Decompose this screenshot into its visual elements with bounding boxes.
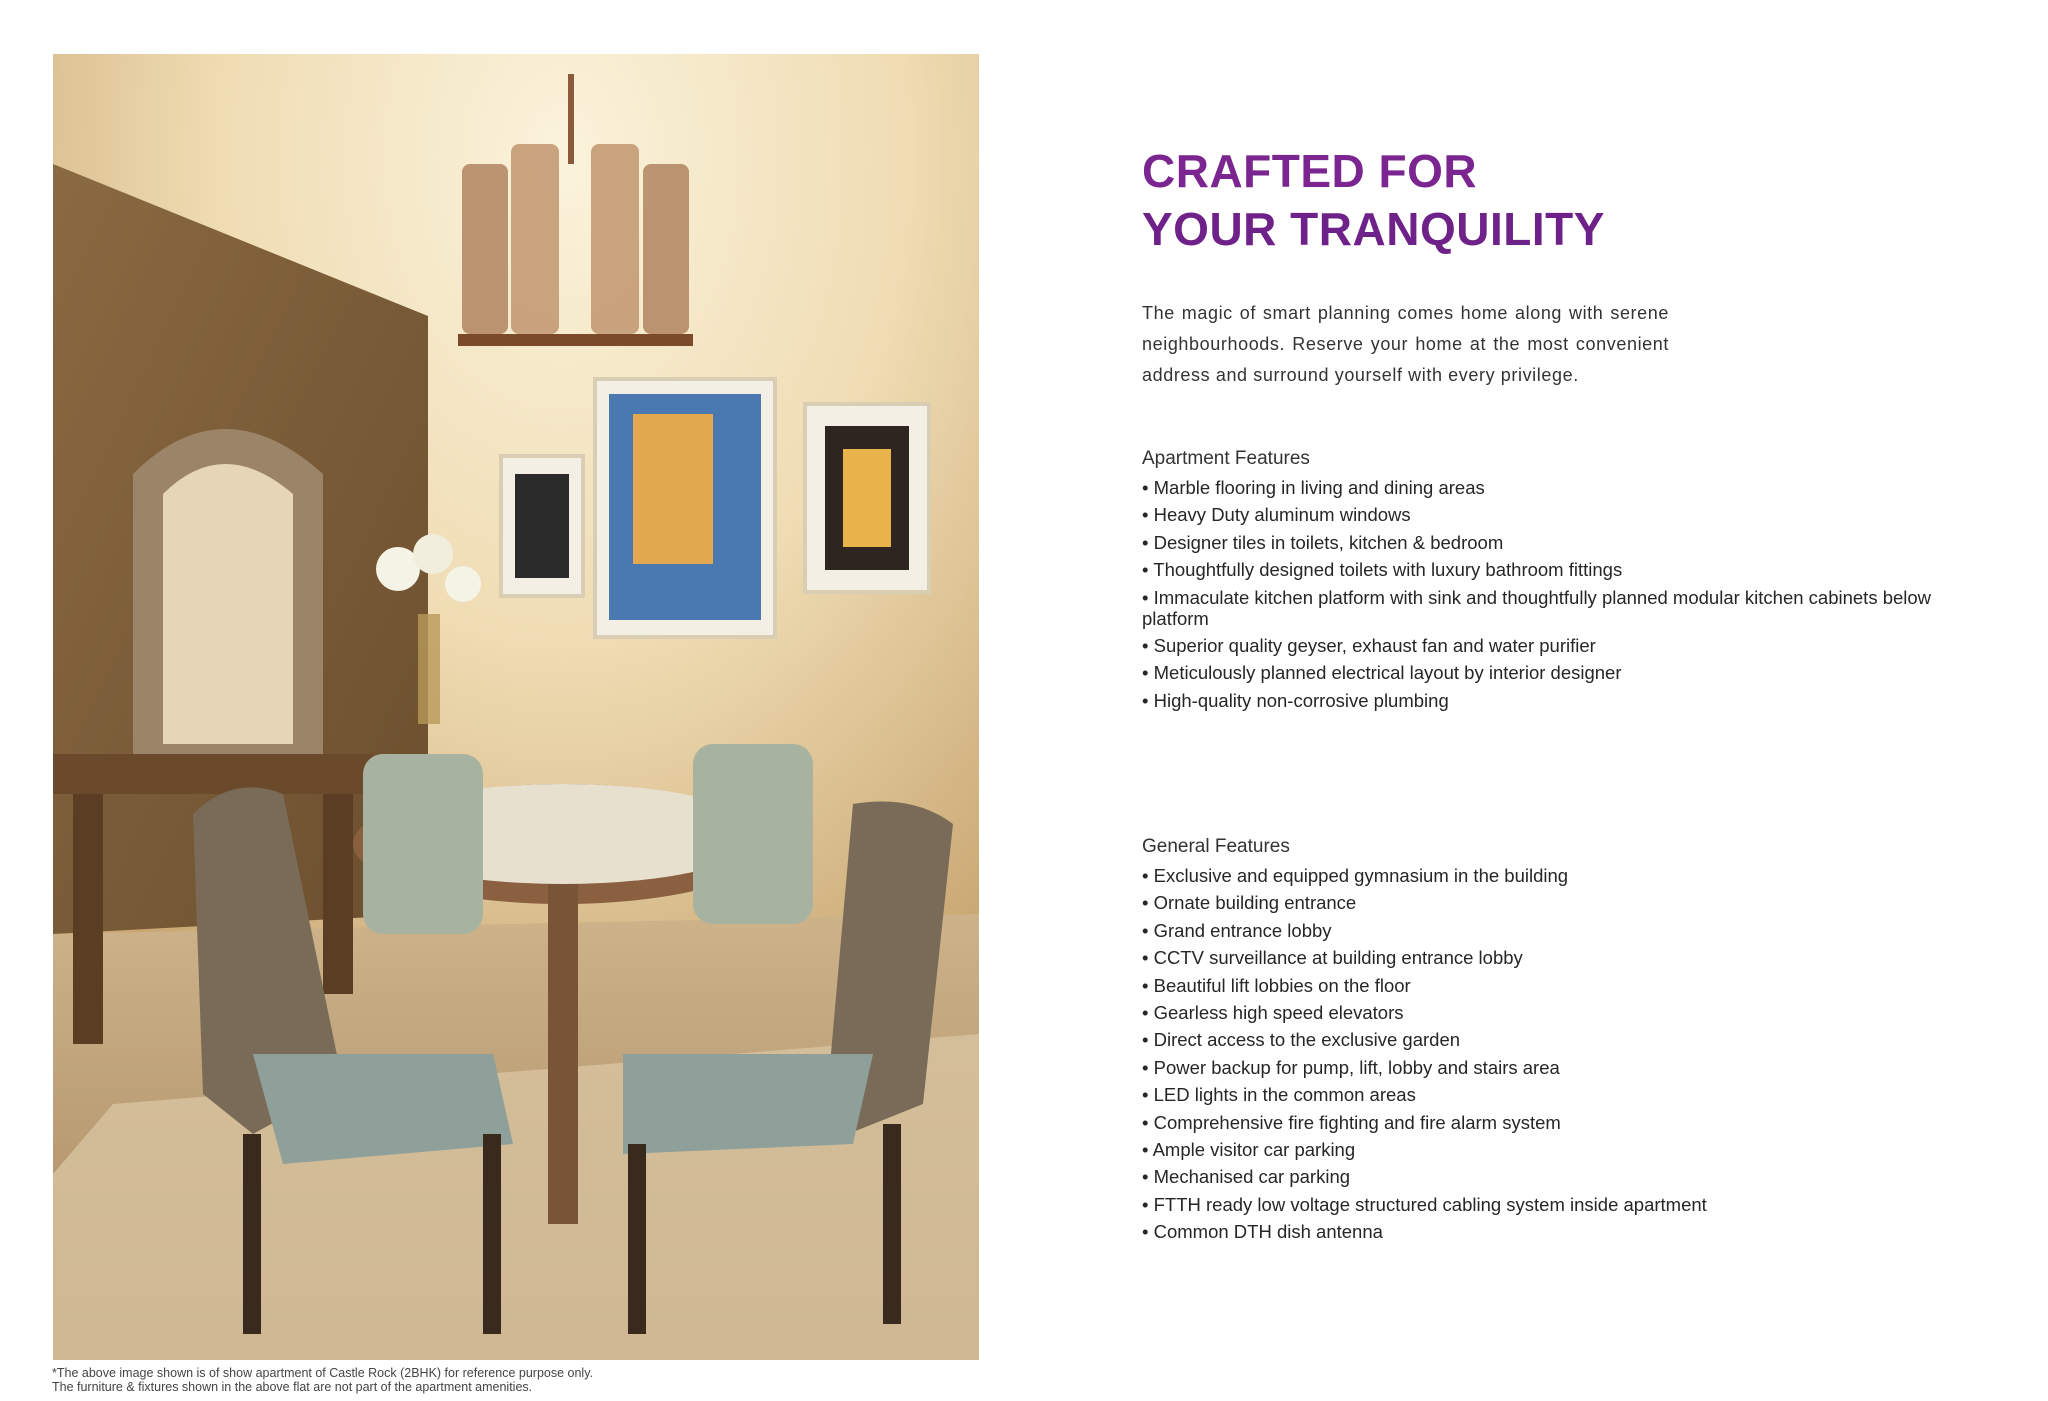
list-item: • Meticulously planned electrical layout by interior designer <box>1142 662 1622 684</box>
list-item: • CCTV surveillance at building entrance lobby <box>1142 947 1523 969</box>
list-item: • Beautiful lift lobbies on the floor <box>1142 974 1411 996</box>
heading-line-1: CRAFTED FOR <box>1142 145 1478 197</box>
list-item: • Thoughtfully designed toilets with luxury bathroom fittings <box>1142 559 1623 581</box>
general-features-section <box>1142 834 1942 1248</box>
general-features-title: General Features <box>1142 836 1290 857</box>
photo-disclaimer <box>52 1366 952 1394</box>
list-item: • High-quality non-corrosive plumbing <box>1142 689 1449 711</box>
list-item: • Power backup for pump, lift, lobby and stairs area <box>1142 1056 1560 1078</box>
list-item: • FTTH ready low voltage structured cabling system inside apartment <box>1142 1193 1707 1215</box>
dining-room-photo <box>53 54 979 1360</box>
apartment-features-title: Apartment Features <box>1142 448 1310 469</box>
list-item: • LED lights in the common areas <box>1142 1084 1416 1106</box>
page-heading <box>1142 142 1842 258</box>
list-item: • Gearless high speed elevators <box>1142 1001 1404 1023</box>
list-item: • Superior quality geyser, exhaust fan and water purifier <box>1142 634 1596 656</box>
apartment-features-list <box>1142 477 1942 711</box>
list-item: • Exclusive and equipped gymnasium in the building <box>1142 865 1569 886</box>
list-item: • Designer tiles in toilets, kitchen & bedroom <box>1142 531 1504 553</box>
list-item: • Grand entrance lobby <box>1142 919 1332 941</box>
list-item: • Ample visitor car parking <box>1142 1138 1356 1160</box>
list-item: • Marble flooring in living and dining areas <box>1142 477 1485 498</box>
list-item: • Immaculate kitchen platform with sink and thoughtfully planned modular kitchen cabinets below platform <box>1142 586 1932 629</box>
disclaimer-line-1: *The above image shown is of show apartment of Castle Rock (2BHK) for reference purpose only. <box>52 1366 594 1380</box>
list-item: • Mechanised car parking <box>1142 1166 1351 1188</box>
list-item: • Ornate building entrance <box>1142 892 1357 914</box>
list-item: • Heavy Duty aluminum windows <box>1142 504 1411 526</box>
list-item: • Comprehensive fire fighting and fire alarm system <box>1142 1111 1561 1133</box>
disclaimer-line-2: The furniture & fixtures shown in the above flat are not part of the apartment amenities. <box>52 1380 533 1394</box>
list-item: • Direct access to the exclusive garden <box>1142 1029 1461 1051</box>
intro-paragraph: The magic of smart planning comes home along with serene neighbourhoods. Reserve your home at the most convenient address and surround yourself with every privilege. <box>1142 303 1669 385</box>
heading-line-2: YOUR TRANQUILITY <box>1142 203 1605 255</box>
list-item: • Common DTH dish antenna <box>1142 1221 1383 1243</box>
general-features-list <box>1142 865 1942 1242</box>
apartment-features-section <box>1142 446 1942 717</box>
